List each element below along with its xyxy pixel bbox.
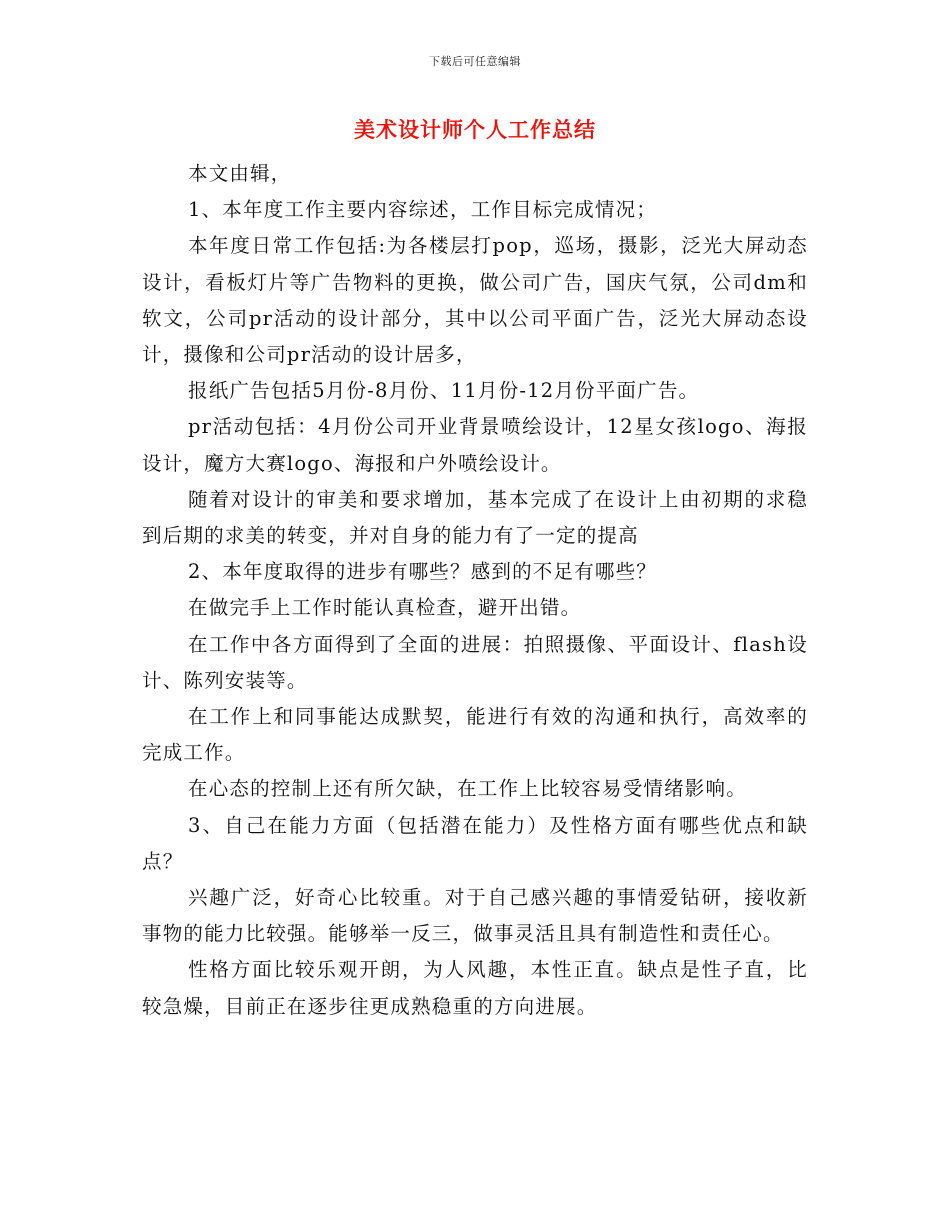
document-body [142,156,808,1025]
paragraph-design-progress: 随着对设计的审美和要求增加，基本完成了在设计上由初期的求稳到后期的求美的转变，并对自身的能力有了一定的提高 [142,487,808,548]
paragraph-pr-activities: pr活动包括：4月份公司开业背景喷绘设计，12星女孩logo、海报设计，魔方大赛logo、海报和户外喷绘设计。 [142,415,808,475]
paragraph-section-3-heading: 3、自己在能力方面（包括潜在能力）及性格方面有哪些优点和缺点？ [142,813,808,873]
paragraph-section-2-heading: 2、本年度取得的进步有哪些？感到的不足有哪些？ [188,560,658,584]
paragraph-all-round-progress: 在工作中各方面得到了全面的进展：拍照摄像、平面设计、flash设计、陈列安装等。 [142,632,808,692]
paragraph-section-1-heading: 1、本年度工作主要内容综述，工作目标完成情况； [188,198,658,222]
paragraph-intro: 本文由辑， [188,162,292,185]
paragraph-teamwork: 在工作上和同事能达成默契，能进行有效的沟通和执行，高效率的完成工作。 [142,705,808,765]
paragraph-careful-check: 在做完手上工作时能认真检查，避开出错。 [188,596,582,620]
paragraph-newspaper-ads: 报纸广告包括5月份-8月份、11月份-12月份平面广告。 [188,379,700,403]
paragraph-personality: 性格方面比较乐观开朗，为人风趣，本性正直。缺点是性子直，比较急燥，目前正在逐步往更成熟稳重的方向进展。 [142,958,808,1018]
paragraph-strengths: 兴趣广泛，好奇心比较重。对于自己感兴趣的事情爱钻研，接收新事物的能力比较强。能够举一反三，做事灵活且具有制造性和责任心。 [142,886,808,946]
paragraph-shortcoming: 在心态的控制上还有所欠缺，在工作上比较容易受情绪影响。 [188,777,747,801]
document-title: 美术设计师个人工作总结 [354,117,596,142]
header-note: 下载后可任意编辑 [429,55,521,68]
paragraph-daily-work: 本年度日常工作包括:为各楼层打pop，巡场，摄影，泛光大屏动态设计，看板灯片等广告物料的更换，做公司广告，国庆气氛，公司dm和软文，公司pr活动的设计部分，其中以公司平面广告，泛光大屏动态设计，摄像和公司pr活动的设计居多， [142,234,808,367]
